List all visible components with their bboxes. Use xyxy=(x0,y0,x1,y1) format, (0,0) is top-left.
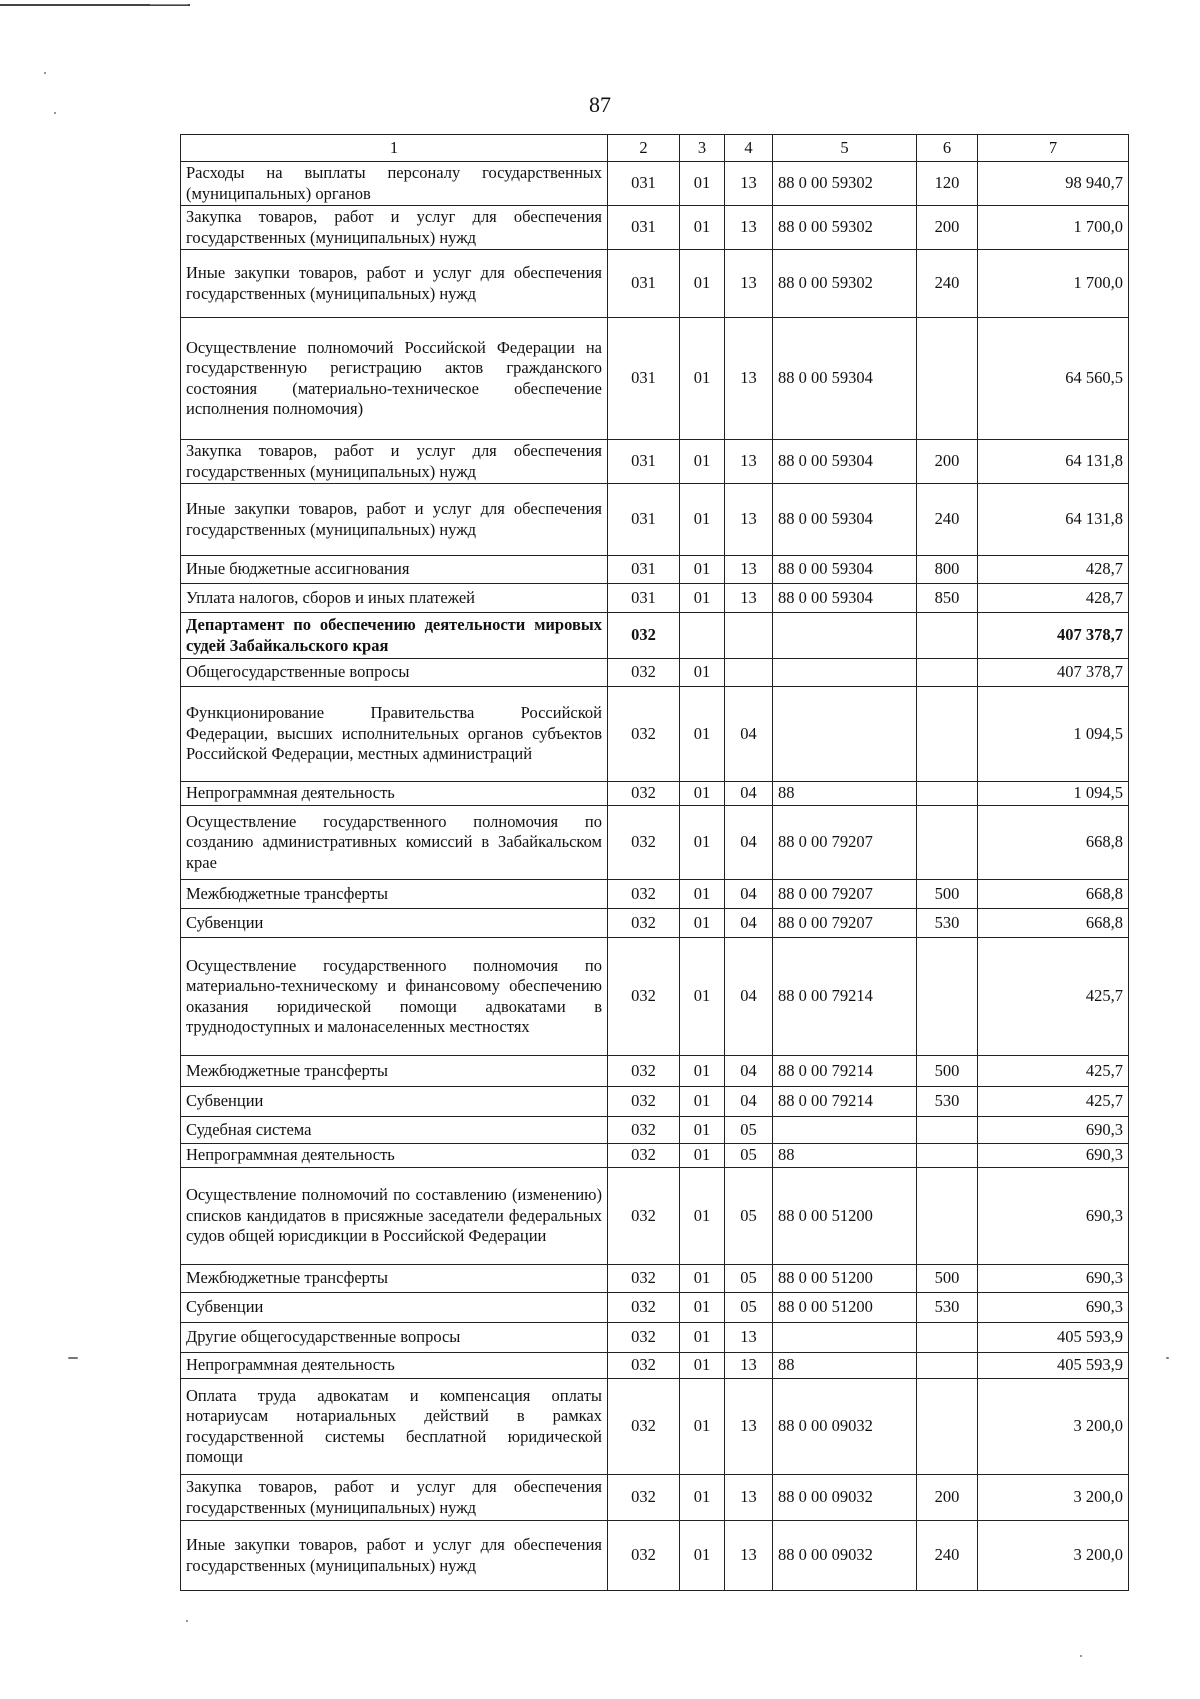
ministry-code-cell: 032 xyxy=(608,687,680,782)
subsection-code-cell: 13 xyxy=(725,484,773,556)
target-article-cell: 88 0 00 79214 xyxy=(773,1087,917,1117)
subsection-code-cell: 04 xyxy=(725,880,773,909)
target-article-cell: 88 0 00 09032 xyxy=(773,1379,917,1475)
target-article-cell xyxy=(773,613,917,659)
ministry-code-cell: 032 xyxy=(608,613,680,659)
expense-type-cell: 530 xyxy=(917,1293,978,1323)
header-cell: 2 xyxy=(608,135,680,162)
section-code-cell: 01 xyxy=(680,687,725,782)
table-row xyxy=(181,440,1129,484)
expense-type-cell xyxy=(917,1379,978,1475)
subsection-code-cell: 04 xyxy=(725,782,773,806)
subsection-code-cell: 13 xyxy=(725,584,773,613)
section-code-cell: 01 xyxy=(680,584,725,613)
subsection-code-cell: 04 xyxy=(725,1087,773,1117)
scan-speck xyxy=(186,1620,188,1622)
target-article-cell: 88 0 00 59304 xyxy=(773,440,917,484)
subsection-code-cell: 13 xyxy=(725,162,773,206)
scan-speck xyxy=(1080,1655,1082,1657)
expense-type-cell: 240 xyxy=(917,484,978,556)
table-row xyxy=(181,1379,1129,1475)
expense-type-cell: 500 xyxy=(917,1265,978,1293)
amount-cell: 1 094,5 xyxy=(978,782,1129,806)
section-code-cell: 01 xyxy=(680,1144,725,1168)
target-article-cell: 88 0 00 59302 xyxy=(773,206,917,250)
section-code-cell: 01 xyxy=(680,206,725,250)
expense-type-cell xyxy=(917,938,978,1056)
item-name-cell: Закупка товаров, работ и услуг для обеспечения государственных (муниципальных) нужд xyxy=(181,206,608,250)
target-article-cell: 88 0 00 79207 xyxy=(773,880,917,909)
item-name-cell: Уплата налогов, сборов и иных платежей xyxy=(181,584,608,613)
amount-cell: 1 094,5 xyxy=(978,687,1129,782)
section-code-cell: 01 xyxy=(680,484,725,556)
section-code-cell: 01 xyxy=(680,1168,725,1265)
item-name-cell: Непрограммная деятельность xyxy=(181,1144,608,1168)
item-name-cell: Субвенции xyxy=(181,909,608,938)
expense-type-cell xyxy=(917,1117,978,1144)
expense-type-cell xyxy=(917,659,978,687)
budget-table xyxy=(180,134,1129,1591)
table-row xyxy=(181,1056,1129,1087)
amount-cell: 405 593,9 xyxy=(978,1323,1129,1353)
item-name-cell: Непрограммная деятельность xyxy=(181,782,608,806)
header-cell: 5 xyxy=(773,135,917,162)
section-code-cell: 01 xyxy=(680,806,725,880)
target-article-cell: 88 0 00 79214 xyxy=(773,1056,917,1087)
subsection-code-cell: 04 xyxy=(725,806,773,880)
ministry-code-cell: 032 xyxy=(608,782,680,806)
section-code-cell: 01 xyxy=(680,1475,725,1521)
table-row xyxy=(181,162,1129,206)
item-name-cell: Осуществление государственного полномочия по созданию административных комиссий в Забайкальском крае xyxy=(181,806,608,880)
target-article-cell: 88 xyxy=(773,1144,917,1168)
header-cell: 7 xyxy=(978,135,1129,162)
item-name-cell: Межбюджетные трансферты xyxy=(181,1056,608,1087)
table-row xyxy=(181,484,1129,556)
amount-cell: 3 200,0 xyxy=(978,1475,1129,1521)
amount-cell: 407 378,7 xyxy=(978,659,1129,687)
subsection-code-cell: 05 xyxy=(725,1168,773,1265)
ministry-code-cell: 032 xyxy=(608,1323,680,1353)
expense-type-cell: 240 xyxy=(917,250,978,318)
section-code-cell: 01 xyxy=(680,1056,725,1087)
subsection-code-cell: 05 xyxy=(725,1265,773,1293)
target-article-cell xyxy=(773,659,917,687)
table-row xyxy=(181,1353,1129,1379)
item-name-cell: Иные закупки товаров, работ и услуг для обеспечения государственных (муниципальных) нужд xyxy=(181,1521,608,1591)
expense-type-cell xyxy=(917,1168,978,1265)
table-row xyxy=(181,1117,1129,1144)
item-name-cell: Другие общегосударственные вопросы xyxy=(181,1323,608,1353)
subsection-code-cell: 13 xyxy=(725,318,773,440)
section-code-cell: 01 xyxy=(680,782,725,806)
expense-type-cell xyxy=(917,613,978,659)
subsection-code-cell: 13 xyxy=(725,250,773,318)
section-code-cell: 01 xyxy=(680,1087,725,1117)
subsection-code-cell: 13 xyxy=(725,1353,773,1379)
table-row xyxy=(181,556,1129,584)
section-code-cell: 01 xyxy=(680,1323,725,1353)
expense-type-cell: 200 xyxy=(917,440,978,484)
ministry-code-cell: 031 xyxy=(608,162,680,206)
target-article-cell: 88 xyxy=(773,1353,917,1379)
scan-speck xyxy=(68,1357,78,1359)
table-row xyxy=(181,806,1129,880)
ministry-code-cell: 032 xyxy=(608,1379,680,1475)
amount-cell: 668,8 xyxy=(978,806,1129,880)
target-article-cell xyxy=(773,1323,917,1353)
item-name-cell: Общегосударственные вопросы xyxy=(181,659,608,687)
subsection-code-cell: 05 xyxy=(725,1117,773,1144)
subsection-code-cell: 04 xyxy=(725,909,773,938)
ministry-code-cell: 032 xyxy=(608,659,680,687)
item-name-cell: Осуществление полномочий Российской Федерации на государственную регистрацию актов гражданского состояния (материально-техническое обеспечение исполнения полномочия) xyxy=(181,318,608,440)
item-name-cell: Иные бюджетные ассигнования xyxy=(181,556,608,584)
amount-cell: 428,7 xyxy=(978,584,1129,613)
ministry-code-cell: 031 xyxy=(608,440,680,484)
amount-cell: 1 700,0 xyxy=(978,206,1129,250)
subsection-code-cell: 13 xyxy=(725,1379,773,1475)
expense-type-cell xyxy=(917,782,978,806)
target-article-cell: 88 0 00 51200 xyxy=(773,1265,917,1293)
scan-speck xyxy=(54,112,56,114)
scan-edge-line xyxy=(150,4,188,5)
section-code-cell: 01 xyxy=(680,880,725,909)
target-article-cell: 88 0 00 59304 xyxy=(773,584,917,613)
target-article-cell: 88 0 00 59304 xyxy=(773,556,917,584)
expense-type-cell: 530 xyxy=(917,1087,978,1117)
table-row xyxy=(181,1087,1129,1117)
table-row xyxy=(181,880,1129,909)
ministry-code-cell: 032 xyxy=(608,1521,680,1591)
amount-cell: 690,3 xyxy=(978,1168,1129,1265)
ministry-code-cell: 032 xyxy=(608,1475,680,1521)
section-code-cell: 01 xyxy=(680,556,725,584)
target-article-cell: 88 xyxy=(773,782,917,806)
section-code-cell: 01 xyxy=(680,1353,725,1379)
subsection-code-cell: 04 xyxy=(725,938,773,1056)
table-row xyxy=(181,938,1129,1056)
expense-type-cell xyxy=(917,1353,978,1379)
target-article-cell: 88 0 00 79207 xyxy=(773,806,917,880)
section-code-cell: 01 xyxy=(680,909,725,938)
subsection-code-cell: 04 xyxy=(725,1056,773,1087)
subsection-code-cell: 13 xyxy=(725,440,773,484)
item-name-cell: Осуществление полномочий по составлению (изменению) списков кандидатов в присяжные заседатели федеральных судов общей юрисдикции в Российской Федерации xyxy=(181,1168,608,1265)
target-article-cell: 88 0 00 79207 xyxy=(773,909,917,938)
expense-type-cell: 500 xyxy=(917,880,978,909)
expense-type-cell xyxy=(917,1323,978,1353)
expense-type-cell: 120 xyxy=(917,162,978,206)
ministry-code-cell: 032 xyxy=(608,909,680,938)
expense-type-cell xyxy=(917,1144,978,1168)
ministry-code-cell: 032 xyxy=(608,1087,680,1117)
amount-cell: 98 940,7 xyxy=(978,162,1129,206)
item-name-cell: Закупка товаров, работ и услуг для обеспечения государственных (муниципальных) нужд xyxy=(181,440,608,484)
item-name-cell: Межбюджетные трансферты xyxy=(181,1265,608,1293)
table-row xyxy=(181,250,1129,318)
table-row xyxy=(181,1293,1129,1323)
section-code-cell: 01 xyxy=(680,162,725,206)
expense-type-cell: 240 xyxy=(917,1521,978,1591)
amount-cell: 428,7 xyxy=(978,556,1129,584)
table-row xyxy=(181,584,1129,613)
amount-cell: 3 200,0 xyxy=(978,1379,1129,1475)
target-article-cell: 88 0 00 79214 xyxy=(773,938,917,1056)
ministry-code-cell: 031 xyxy=(608,556,680,584)
section-code-cell: 01 xyxy=(680,1379,725,1475)
amount-cell: 64 131,8 xyxy=(978,440,1129,484)
subsection-code-cell xyxy=(725,613,773,659)
amount-cell: 690,3 xyxy=(978,1293,1129,1323)
item-name-cell: Субвенции xyxy=(181,1293,608,1323)
ministry-code-cell: 031 xyxy=(608,250,680,318)
scan-speck xyxy=(1166,1357,1169,1359)
section-code-cell: 01 xyxy=(680,1293,725,1323)
section-code-cell: 01 xyxy=(680,1117,725,1144)
section-code-cell: 01 xyxy=(680,1265,725,1293)
table-row xyxy=(181,687,1129,782)
table-row xyxy=(181,1475,1129,1521)
section-code-cell xyxy=(680,613,725,659)
item-name-cell: Функционирование Правительства Российской Федерации, высших исполнительных органов субъектов Российской Федерации, местных администраций xyxy=(181,687,608,782)
target-article-cell xyxy=(773,1117,917,1144)
subsection-code-cell: 05 xyxy=(725,1293,773,1323)
scan-speck xyxy=(44,72,46,74)
subsection-code-cell: 13 xyxy=(725,1323,773,1353)
subsection-code-cell: 13 xyxy=(725,1475,773,1521)
page-number: 87 xyxy=(589,92,611,117)
section-code-cell: 01 xyxy=(680,318,725,440)
ministry-code-cell: 032 xyxy=(608,1293,680,1323)
table-row xyxy=(181,1521,1129,1591)
expense-type-cell xyxy=(917,318,978,440)
target-article-cell: 88 0 00 51200 xyxy=(773,1168,917,1265)
amount-cell: 3 200,0 xyxy=(978,1521,1129,1591)
ministry-code-cell: 031 xyxy=(608,584,680,613)
target-article-cell: 88 0 00 59302 xyxy=(773,162,917,206)
section-code-cell: 01 xyxy=(680,1521,725,1591)
amount-cell: 690,3 xyxy=(978,1265,1129,1293)
target-article-cell: 88 0 00 09032 xyxy=(773,1521,917,1591)
expense-type-cell: 500 xyxy=(917,1056,978,1087)
ministry-code-cell: 031 xyxy=(608,206,680,250)
item-name-cell: Закупка товаров, работ и услуг для обеспечения государственных (муниципальных) нужд xyxy=(181,1475,608,1521)
ministry-code-cell: 032 xyxy=(608,880,680,909)
header-cell: 4 xyxy=(725,135,773,162)
header-row xyxy=(181,135,1129,162)
amount-cell: 64 560,5 xyxy=(978,318,1129,440)
item-name-cell: Межбюджетные трансферты xyxy=(181,880,608,909)
subsection-code-cell: 13 xyxy=(725,206,773,250)
ministry-code-cell: 031 xyxy=(608,484,680,556)
amount-cell: 425,7 xyxy=(978,1087,1129,1117)
expense-type-cell xyxy=(917,806,978,880)
item-name-cell: Субвенции xyxy=(181,1087,608,1117)
section-code-cell: 01 xyxy=(680,440,725,484)
target-article-cell xyxy=(773,687,917,782)
table-row xyxy=(181,206,1129,250)
item-name-cell: Иные закупки товаров, работ и услуг для обеспечения государственных (муниципальных) нужд xyxy=(181,484,608,556)
ministry-code-cell: 032 xyxy=(608,1353,680,1379)
subsection-code-cell: 05 xyxy=(725,1144,773,1168)
amount-cell: 1 700,0 xyxy=(978,250,1129,318)
table-row xyxy=(181,1168,1129,1265)
table-row xyxy=(181,659,1129,687)
subsection-code-cell: 04 xyxy=(725,687,773,782)
item-name-cell: Судебная система xyxy=(181,1117,608,1144)
expense-type-cell: 200 xyxy=(917,1475,978,1521)
target-article-cell: 88 0 00 51200 xyxy=(773,1293,917,1323)
item-name-cell: Непрограммная деятельность xyxy=(181,1353,608,1379)
target-article-cell: 88 0 00 59302 xyxy=(773,250,917,318)
table-row xyxy=(181,782,1129,806)
header-cell: 6 xyxy=(917,135,978,162)
subsection-code-cell: 13 xyxy=(725,1521,773,1591)
ministry-code-cell: 032 xyxy=(608,1117,680,1144)
amount-cell: 668,8 xyxy=(978,909,1129,938)
item-name-cell: Оплата труда адвокатам и компенсация оплаты нотариусам нотариальных действий в рамках государственной системы бесплатной юридической помощи xyxy=(181,1379,608,1475)
target-article-cell: 88 0 00 09032 xyxy=(773,1475,917,1521)
ministry-code-cell: 031 xyxy=(608,318,680,440)
expense-type-cell: 200 xyxy=(917,206,978,250)
table-row xyxy=(181,1265,1129,1293)
target-article-cell: 88 0 00 59304 xyxy=(773,484,917,556)
table-row xyxy=(181,909,1129,938)
expense-type-cell xyxy=(917,687,978,782)
amount-cell: 405 593,9 xyxy=(978,1353,1129,1379)
amount-cell: 668,8 xyxy=(978,880,1129,909)
expense-type-cell: 850 xyxy=(917,584,978,613)
amount-cell: 64 131,8 xyxy=(978,484,1129,556)
table-row xyxy=(181,1144,1129,1168)
item-name-cell: Иные закупки товаров, работ и услуг для обеспечения государственных (муниципальных) нужд xyxy=(181,250,608,318)
amount-cell: 425,7 xyxy=(978,1056,1129,1087)
expense-type-cell: 530 xyxy=(917,909,978,938)
amount-cell: 690,3 xyxy=(978,1117,1129,1144)
header-cell: 3 xyxy=(680,135,725,162)
ministry-code-cell: 032 xyxy=(608,1144,680,1168)
ministry-code-cell: 032 xyxy=(608,1265,680,1293)
ministry-code-cell: 032 xyxy=(608,1056,680,1087)
expense-type-cell: 800 xyxy=(917,556,978,584)
item-name-cell: Осуществление государственного полномочия по материально-техническому и финансовому обеспечению оказания юридической помощи адвокатами в труднодоступных и малонаселенных местностях xyxy=(181,938,608,1056)
amount-cell: 690,3 xyxy=(978,1144,1129,1168)
header-cell: 1 xyxy=(181,135,608,162)
item-name-cell: Расходы на выплаты персоналу государственных (муниципальных) органов xyxy=(181,162,608,206)
ministry-code-cell: 032 xyxy=(608,806,680,880)
table-row xyxy=(181,1323,1129,1353)
table-row xyxy=(181,613,1129,659)
amount-cell: 425,7 xyxy=(978,938,1129,1056)
ministry-code-cell: 032 xyxy=(608,938,680,1056)
target-article-cell: 88 0 00 59304 xyxy=(773,318,917,440)
section-code-cell: 01 xyxy=(680,250,725,318)
section-code-cell: 01 xyxy=(680,659,725,687)
table-row xyxy=(181,318,1129,440)
section-code-cell: 01 xyxy=(680,938,725,1056)
item-name-cell: Департамент по обеспечению деятельности мировых судей Забайкальского края xyxy=(181,613,608,659)
subsection-code-cell: 13 xyxy=(725,556,773,584)
subsection-code-cell xyxy=(725,659,773,687)
amount-cell: 407 378,7 xyxy=(978,613,1129,659)
ministry-code-cell: 032 xyxy=(608,1168,680,1265)
